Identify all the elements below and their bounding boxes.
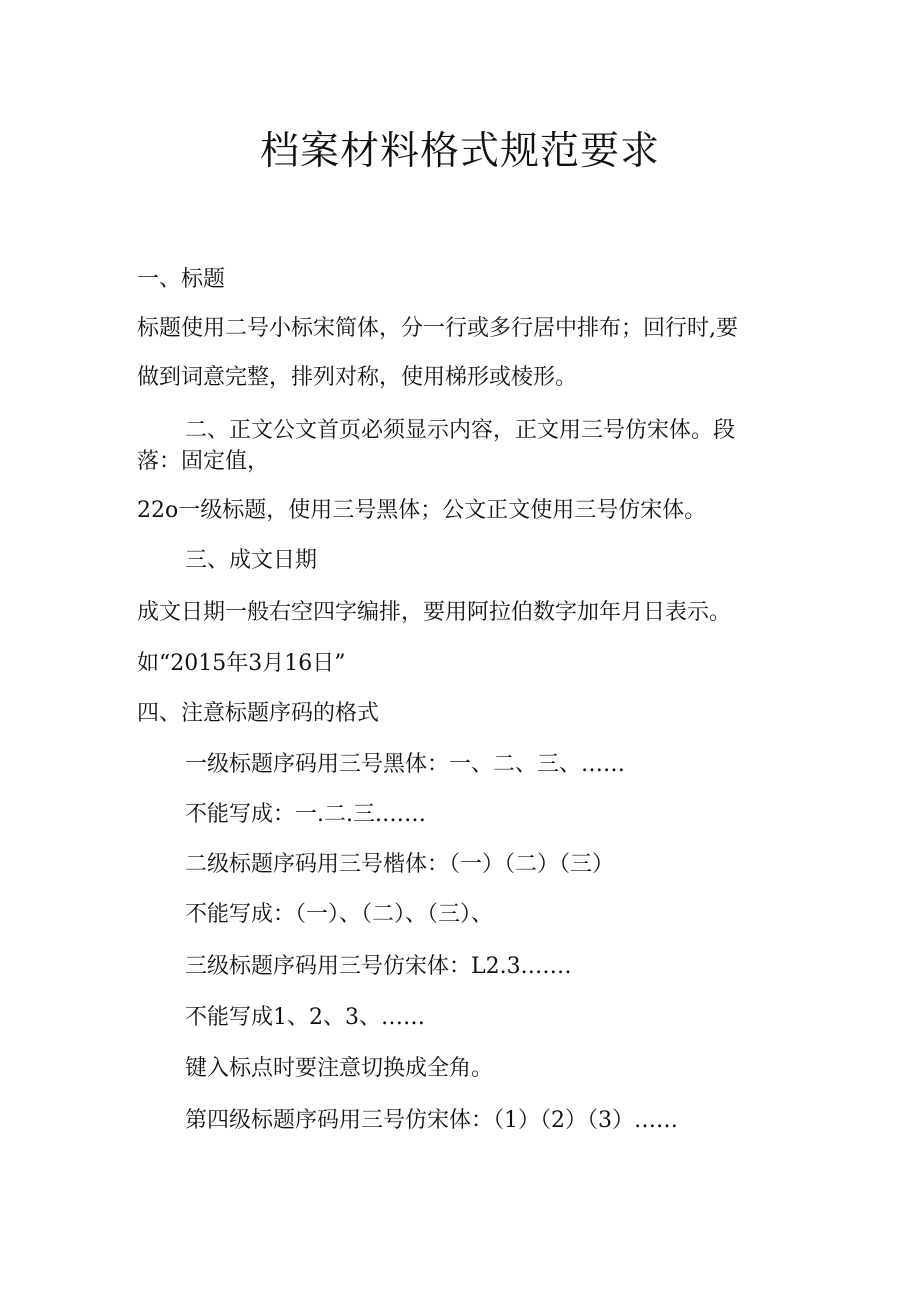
paragraph-line: 22o一级标题，使用三号黑体；公文正文使用三号仿宋体。	[137, 498, 707, 523]
paragraph-line: 不能写成：（一）、（二）、（三）、	[185, 902, 494, 927]
paragraph-line: 不能写成：一.二.三.……	[185, 802, 426, 827]
heading-three: 三、成文日期	[185, 548, 318, 573]
paragraph-line: 第四级标题序码用三号仿宋体：（1）（2）（3）……	[185, 1108, 678, 1133]
paragraph-line: 不能写成1、2、3、……	[185, 1005, 425, 1030]
paragraph-line: 键入标点时要注意切换成全角。	[185, 1056, 494, 1081]
paragraph-line: 三级标题序码用三号仿宋体：L2.3.……	[185, 954, 572, 979]
paragraph-line: 如“2015年3月16日”	[137, 651, 346, 676]
paragraph-line: 落：固定值，	[137, 449, 270, 474]
paragraph-line: 二级标题序码用三号楷体：（一）（二）（三）	[185, 852, 615, 877]
heading-one: 一、标题	[137, 267, 226, 292]
paragraph-line: 标题使用二号小标宋简体，分一行或多行居中排布；回行时,要	[137, 316, 738, 341]
heading-four: 四、注意标题序码的格式	[137, 701, 380, 726]
paragraph-line: 成文日期一般右空四字编排，要用阿拉伯数字加年月日表示。	[137, 600, 732, 625]
paragraph-line: 做到词意完整，排列对称，使用梯形或棱形。	[137, 365, 578, 390]
document-title: 档案材料格式规范要求	[259, 129, 660, 174]
heading-two: 二、正文公文首页必须显示内容，正文用三号仿宋体。段	[185, 418, 736, 443]
paragraph-line: 一级标题序码用三号黑体：一、二、三、……	[185, 752, 626, 777]
